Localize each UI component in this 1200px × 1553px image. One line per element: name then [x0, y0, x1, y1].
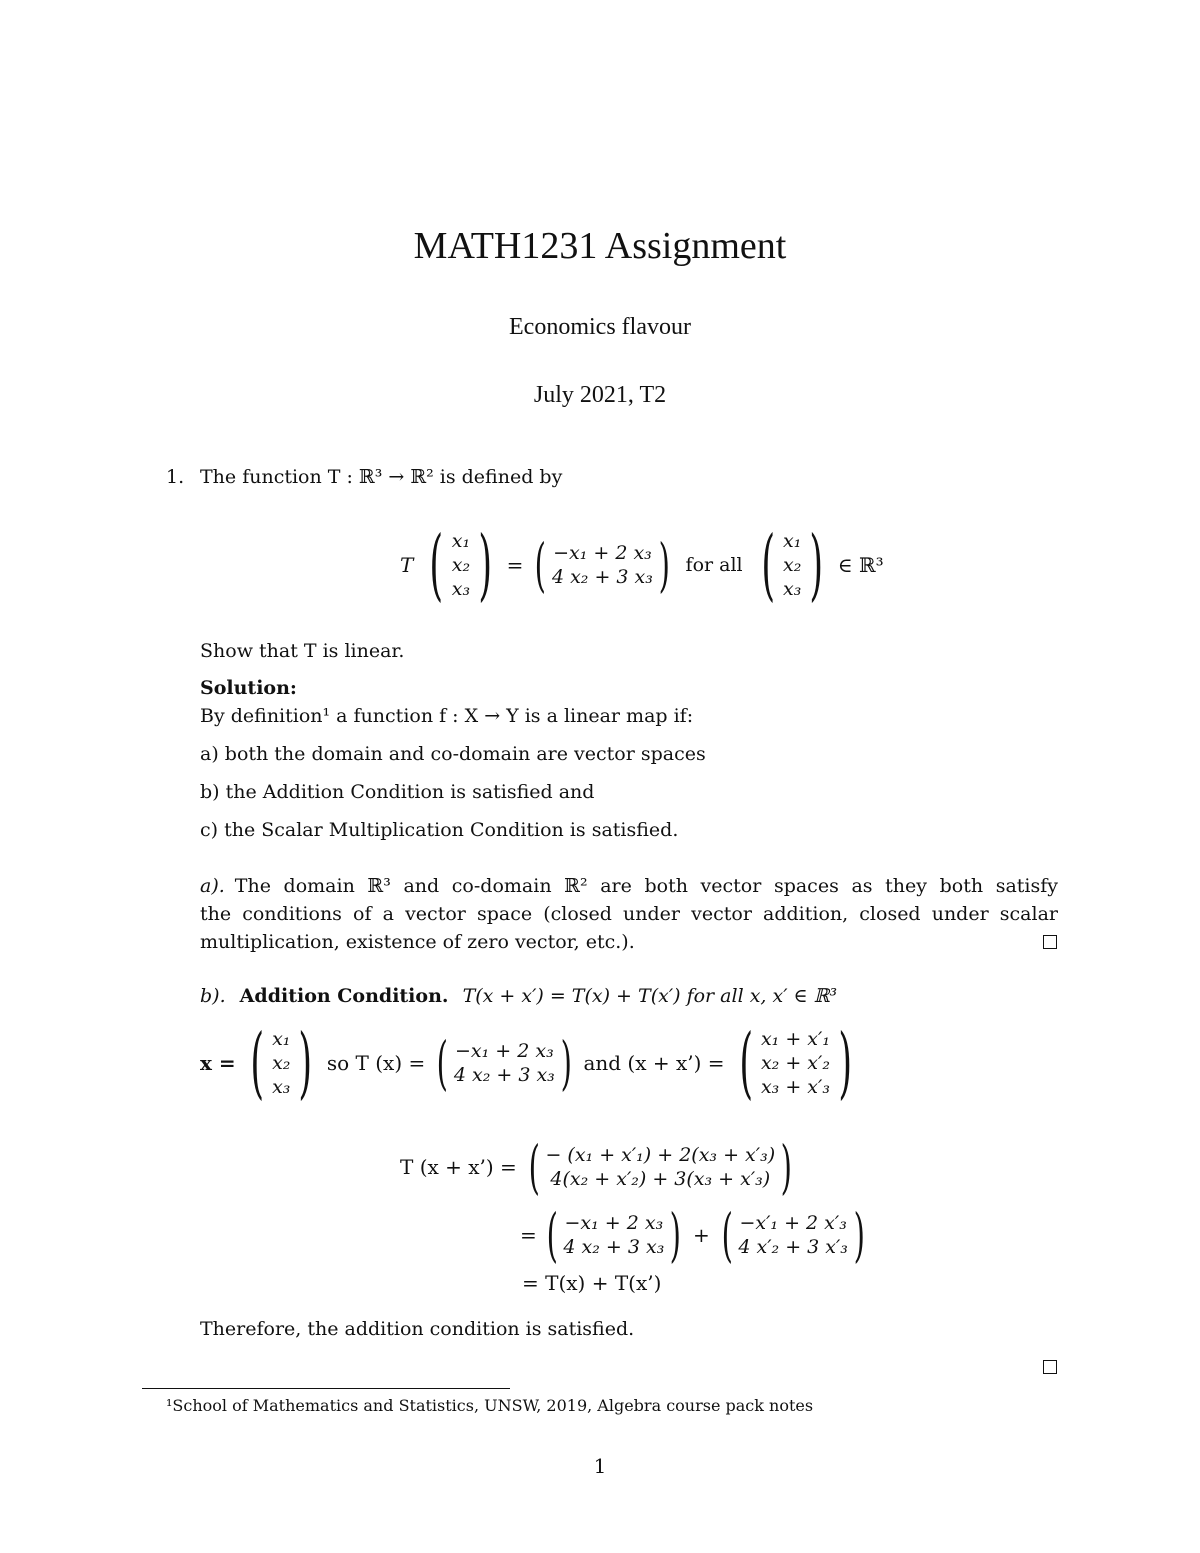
part-a-line: the conditions of a vector space (closed under vector addition, closed under scalar: [200, 903, 1058, 925]
question-number: 1.: [166, 466, 185, 488]
sum-vector: [761, 1027, 830, 1099]
condition-a: a) both the domain and co-domain are vector spaces: [200, 743, 706, 765]
x-vector-3: [272, 1027, 290, 1099]
vector-entry: x₂ + x′₂: [760, 1052, 830, 1074]
vector-entry: −x′₁ + 2 x′₃: [739, 1212, 847, 1234]
line2-vector-b: [738, 1211, 848, 1259]
vector-entry: x₁: [451, 530, 471, 552]
vector-entry: 4 x₂ + 3 x₃: [453, 1064, 555, 1086]
derivation-line-3: = T(x) + T(x’): [522, 1271, 662, 1295]
vector-entry: x₁ + x′₁: [760, 1028, 830, 1050]
part-a-line: The domain ℝ³ and co-domain ℝ² are both vector spaces as they both satisfy: [234, 875, 1058, 897]
solution-heading: Solution:: [200, 677, 297, 699]
vector-entry: x₁: [272, 1028, 291, 1050]
document-title: MATH1231 Assignment: [413, 225, 787, 267]
vector-entry: x₃: [272, 1076, 291, 1098]
t-symbol: T: [400, 553, 414, 577]
so-text: so T (x) =: [326, 1051, 426, 1075]
qed-square: [1043, 935, 1057, 949]
vector-entry: 4 x₂ + 3 x₃: [563, 1236, 665, 1258]
vector-entry: x₂: [451, 554, 471, 576]
footnote: ¹School of Mathematics and Statistics, UNSW, 2019, Algebra course pack notes: [166, 1396, 814, 1415]
vector-entry: x₂: [783, 554, 802, 576]
qed-square: [1043, 1360, 1057, 1374]
definition-equation: T ( x₁ x₂ x₃ ) = ( −x₁ + 2 x₃ 4 x₂ + 3 x₃ ) for all ( x₁ x₂ x₃ ) ∈ ℝ³: [400, 520, 884, 610]
vector-entry: −x₁ + 2 x₃: [564, 1212, 664, 1234]
tx-vector: [454, 1039, 555, 1087]
question-statement: The function T : ℝ³ → ℝ² is defined by: [200, 466, 563, 488]
and-text: and (x + x’) =: [583, 1051, 725, 1075]
vector-entry: x₃: [783, 578, 802, 600]
x-vector: [452, 529, 470, 601]
eq-lhs: T (x + x’) =: [400, 1155, 517, 1179]
document-date: July 2021, T2: [533, 382, 667, 408]
x-def: x =: [200, 1051, 236, 1075]
part-b-label: b).: [200, 985, 226, 1007]
line1-vector: [545, 1143, 775, 1191]
vector-entry: x₁: [783, 530, 802, 552]
line2-vector-a: [563, 1211, 664, 1259]
vector-entry: −x₁ + 2 x₃: [553, 542, 652, 564]
part-b-statement: T(x + x′) = T(x) + T(x′) for all x, x′ ∈ ℝ³: [462, 985, 838, 1007]
vector-entry: x₃ + x′₃: [760, 1076, 830, 1098]
page-number: 1: [593, 1454, 607, 1478]
vector-entry: − (x₁ + x′₁) + 2(x₃ + x′₃): [545, 1144, 776, 1166]
x-vector-2: [783, 529, 801, 601]
in-r3: ∈ ℝ³: [837, 553, 884, 577]
solution-intro: By definition¹ a function f : X → Y is a linear map if:: [200, 705, 694, 727]
document-subtitle: Economics flavour: [509, 314, 691, 340]
derivation-line-2: = ( −x₁ + 2 x₃ 4 x₂ + 3 x₃ ) + ( −x′₁ + 2 x′₃ 4 x′₂ + 3 x′₃ ): [520, 1201, 865, 1269]
for-all-text: for all: [685, 553, 743, 576]
part-b-header: [200, 985, 837, 1008]
vector-entry: x₃: [451, 578, 471, 600]
part-b-heading: Addition Condition.: [239, 985, 449, 1007]
addition-setup: x = ( x₁ x₂ x₃ ) so T (x) = ( −x₁ + 2 x₃ 4 x₂ + 3 x₃ ) and (x + x’) = ( x₁ + x′₁ x₂ + x′₂ x₃ + x′₃ ): [200, 1018, 853, 1108]
vector-entry: x₂: [272, 1052, 291, 1074]
part-a-paragraph: [200, 872, 1058, 956]
condition-b: b) the Addition Condition is satisfied and: [200, 781, 595, 803]
condition-c: c) the Scalar Multiplication Condition is satisfied.: [200, 819, 679, 841]
addition-conclusion: Therefore, the addition condition is satisfied.: [200, 1318, 635, 1340]
footnote-rule: [142, 1388, 510, 1389]
vector-entry: 4 x′₂ + 3 x′₃: [738, 1236, 848, 1258]
vector-entry: 4 x₂ + 3 x₃: [551, 566, 653, 588]
vector-entry: 4(x₂ + x′₂) + 3(x₃ + x′₃): [550, 1168, 771, 1190]
vector-entry: −x₁ + 2 x₃: [454, 1040, 554, 1062]
part-a-label: a).: [200, 875, 225, 897]
part-a-line: multiplication, existence of zero vector, etc.).: [200, 931, 635, 953]
image-vector: [552, 541, 653, 589]
question-task: Show that T is linear.: [200, 640, 405, 662]
derivation-line-1: T (x + x’) = ( − (x₁ + x′₁) + 2(x₃ + x′₃) 4(x₂ + x′₂) + 3(x₃ + x′₃) ): [400, 1133, 793, 1201]
